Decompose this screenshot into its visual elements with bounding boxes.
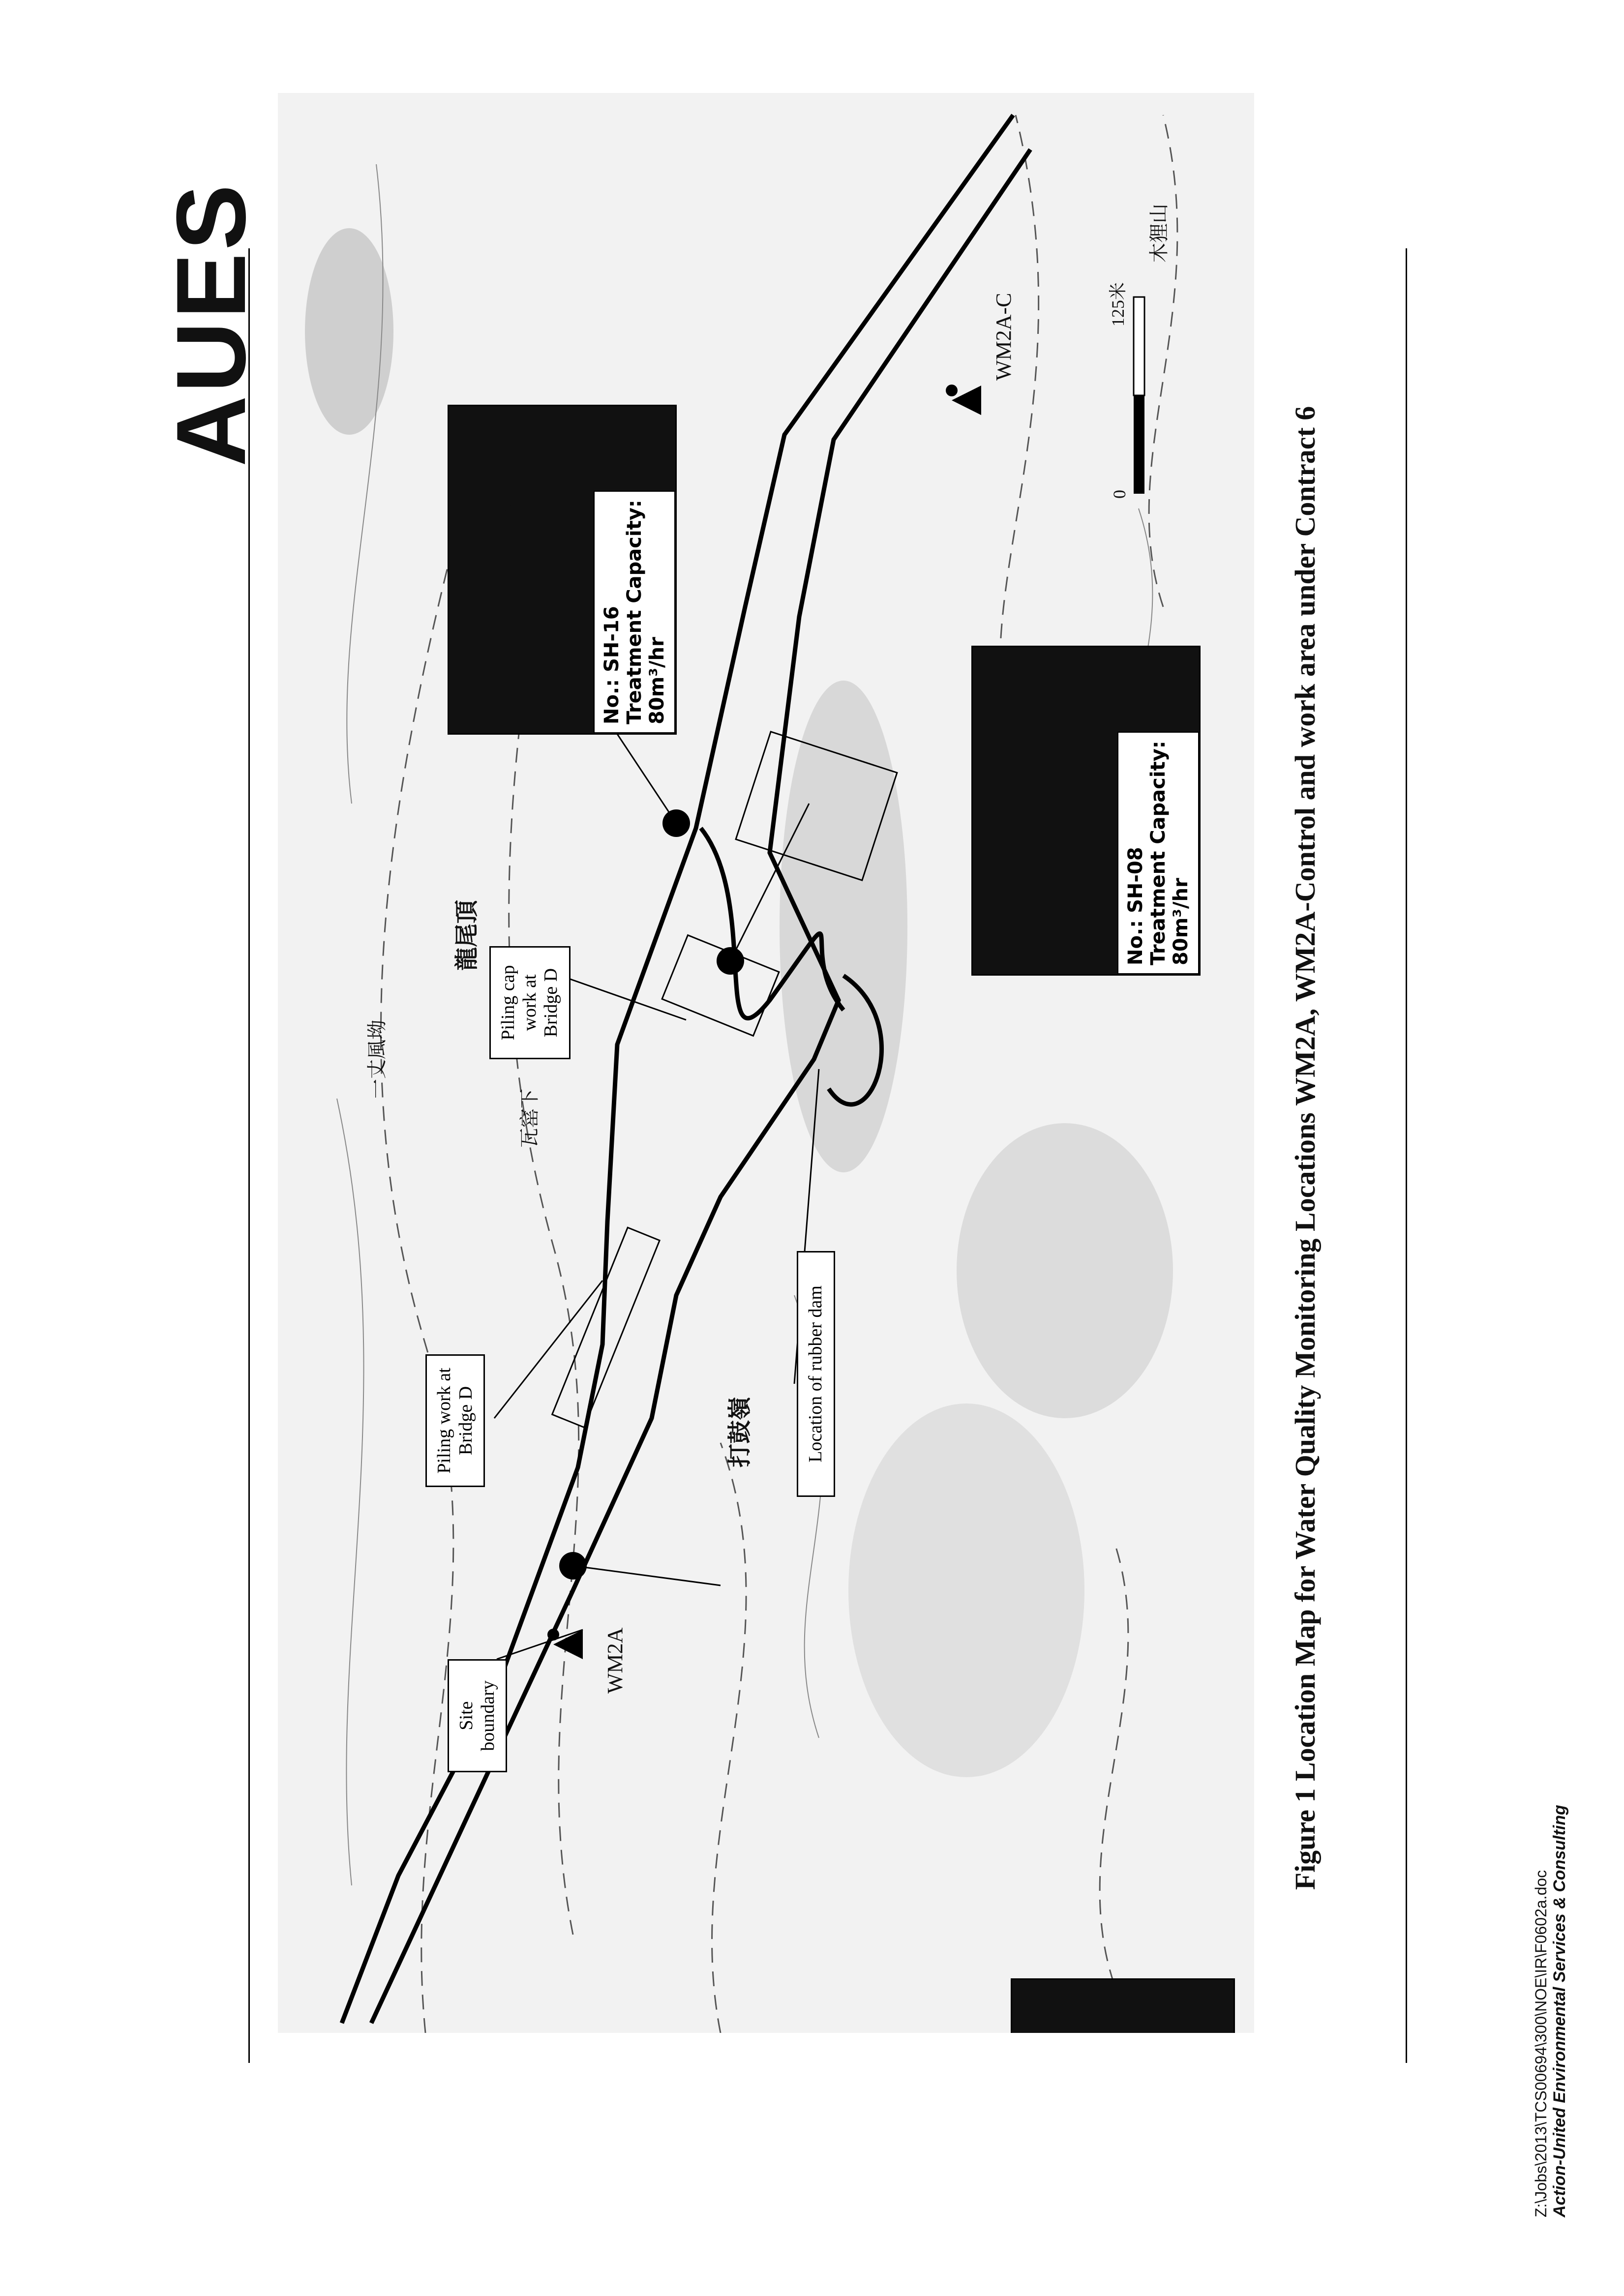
place-da-gu-ling: 打鼓嶺	[727, 1396, 753, 1467]
sh16-caption	[594, 491, 675, 733]
grey-area-2	[848, 1403, 1084, 1777]
river-channel	[780, 681, 907, 1172]
scale-zero-label: 0	[1110, 490, 1129, 499]
site-photo-wm2a	[1011, 1978, 1235, 2033]
sh16-number: No.: SH-16	[601, 606, 623, 724]
place-tian-feng: 一丈風坳	[366, 1020, 388, 1099]
map-background	[278, 93, 1254, 2033]
location-map	[278, 93, 1254, 2033]
place-wa-yao-xia: 瓦窰下	[518, 1089, 541, 1148]
footer-company-name: Action-United Environmental Services & Consulting	[1550, 1805, 1569, 2217]
site-boundary-label: Site boundary	[448, 1659, 507, 1772]
site-photo-sh16	[448, 405, 677, 735]
scale-end-label: 125米	[1108, 282, 1128, 327]
sh08-capacity-value: 80m³/hr	[1170, 878, 1192, 965]
rubber-dam-label: Location of rubber dam	[797, 1251, 835, 1497]
wm2a-c-label: WM2A-C	[992, 293, 1016, 381]
wm2a-c-marker-dot	[946, 385, 958, 396]
sh08-caption	[1117, 732, 1199, 974]
grey-area	[957, 1123, 1173, 1418]
map-drawing	[278, 93, 1254, 2033]
reservoir-shape	[305, 228, 393, 435]
site-photo-sh08	[971, 646, 1201, 976]
place-long-wei-ding: 龍尾頂	[454, 899, 480, 971]
scale-bar	[1134, 297, 1144, 494]
place-mu-li-shan: 木狸山	[1148, 204, 1170, 263]
piling-cap-label: Piling cap work at Bridge D	[489, 946, 571, 1059]
sh08-capacity-label: Treatment Capacity:	[1147, 741, 1170, 965]
sh16-capacity-label: Treatment Capacity:	[623, 500, 646, 724]
sh08-number: No.: SH-08	[1124, 847, 1147, 965]
company-logo: AUES	[156, 181, 266, 467]
piling-work-label: Piling work at Bridge D	[425, 1354, 485, 1487]
north-label: N	[499, 502, 517, 513]
wm2a-label: WM2A	[603, 1627, 627, 1694]
sh16-capacity-value: 80m³/hr	[646, 637, 668, 724]
figure-caption: Figure 1 Location Map for Water Quality Monitoring Locations WM2A, WM2A-Control and work area under Contract 6	[1289, 406, 1321, 1890]
footer-file-path: Z:\Jobs\2013\TCS00694\300\NOE\IR\F0602a.doc	[1532, 1870, 1550, 2217]
